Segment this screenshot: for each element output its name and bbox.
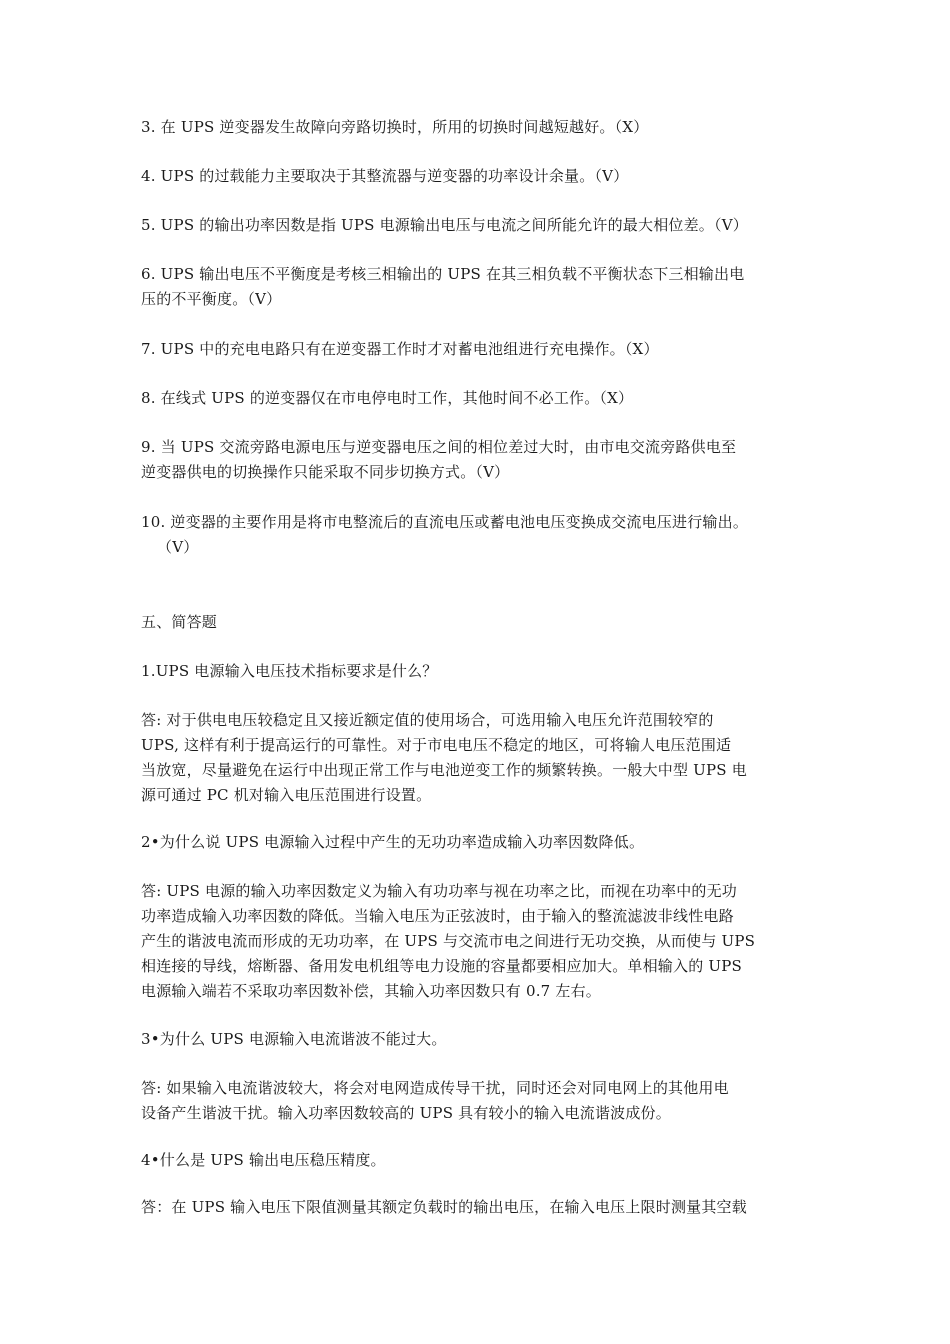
judgement-item-3: 3. 在 UPS 逆变器发生故障向旁路切换时，所用的切换时间越短越好。（X） bbox=[141, 118, 649, 136]
answer-1-line-3: 当放宽，尽量避免在运行中出现正常工作与电池逆变工作的频繁转换。一般大中型 UPS 电 bbox=[141, 761, 747, 779]
judgement-item-7: 7. UPS 中的充电电路只有在逆变器工作时才对蓄电池组进行充电操作。（X） bbox=[141, 340, 659, 358]
question-4: 4•什么是 UPS 输出电压稳压精度。 bbox=[141, 1151, 386, 1169]
section-heading: 五、简答题 bbox=[141, 613, 218, 631]
judgement-item-8: 8. 在线式 UPS 的逆变器仅在市电停电时工作，其他时间不必工作。（X） bbox=[141, 389, 634, 407]
judgement-item-4: 4. UPS 的过载能力主要取决于其整流器与逆变器的功率设计余量。（V） bbox=[141, 167, 629, 185]
answer-1-line-2: UPS, 这样有利于提高运行的可靠性。对于市电电压不稳定的地区，可将输人电压范围适 bbox=[141, 736, 732, 754]
answer-2-line-5: 电源输入端若不采取功率因数补偿，其输入功率因数只有 0.7 左右。 bbox=[141, 982, 601, 1000]
answer-2-line-2: 功率造成输入功率因数的降低。当输入电压为正弦波时，由于输入的整流滤波非线性电路 bbox=[141, 907, 734, 925]
judgement-item-5: 5. UPS 的输出功率因数是指 UPS 电源输出电压与电流之间所能允许的最大相位差。（V） bbox=[141, 216, 748, 234]
answer-2-line-3: 产生的谐波电流而形成的无功功率，在 UPS 与交流市电之间进行无功交换，从而使与 UPS bbox=[141, 932, 756, 950]
question-2: 2•为什么说 UPS 电源输入过程中产生的无功功率造成输入功率因数降低。 bbox=[141, 833, 645, 851]
answer-1-line-4: 源可通过 PC 机对输入电压范围进行设置。 bbox=[141, 786, 432, 804]
answer-2-line-4: 相连接的导线，熔断器、备用发电机组等电力设施的容量都要相应加大。单相输入的 UPS bbox=[141, 957, 742, 975]
judgement-item-6-line-1: 6. UPS 输出电压不平衡度是考核三相输出的 UPS 在其三相负载不平衡状态下三相输出电 bbox=[141, 265, 745, 283]
answer-1-line-1: 答: 对于供电电压较稳定且又接近额定值的使用场合，可选用输入电压允许范围较窄的 bbox=[141, 711, 714, 729]
answer-3-line-1: 答: 如果输入电流谐波较大，将会对电网造成传导干扰，同时还会对同电网上的其他用电 bbox=[141, 1079, 729, 1097]
judgement-item-10-line-2: （V） bbox=[157, 538, 199, 556]
answer-4-line-1: 答：在 UPS 输入电压下限值测量其额定负载时的输出电压，在输入电压上限时测量其空载 bbox=[141, 1198, 747, 1216]
answer-3-line-2: 设备产生谐波干扰。输入功率因数较高的 UPS 具有较小的输入电流谐波成份。 bbox=[141, 1104, 671, 1122]
judgement-item-9-line-2: 逆变器供电的切换操作只能采取不同步切换方式。（V） bbox=[141, 463, 510, 481]
question-3: 3•为什么 UPS 电源输入电流谐波不能过大。 bbox=[141, 1030, 447, 1048]
judgement-item-9-line-1: 9. 当 UPS 交流旁路电源电压与逆变器电压之间的相位差过大时，由市电交流旁路供电至 bbox=[141, 438, 737, 456]
question-1: 1.UPS 电源输入电压技术指标要求是什么？ bbox=[141, 662, 438, 680]
answer-2-line-1: 答: UPS 电源的输入功率因数定义为输入有功功率与视在功率之比，而视在功率中的无功 bbox=[141, 882, 738, 900]
judgement-item-10-line-1: 10. 逆变器的主要作用是将市电整流后的直流电压或蓄电池电压变换成交流电压进行输出。 bbox=[141, 513, 749, 531]
judgement-item-6-line-2: 压的不平衡度。（V） bbox=[141, 290, 282, 308]
